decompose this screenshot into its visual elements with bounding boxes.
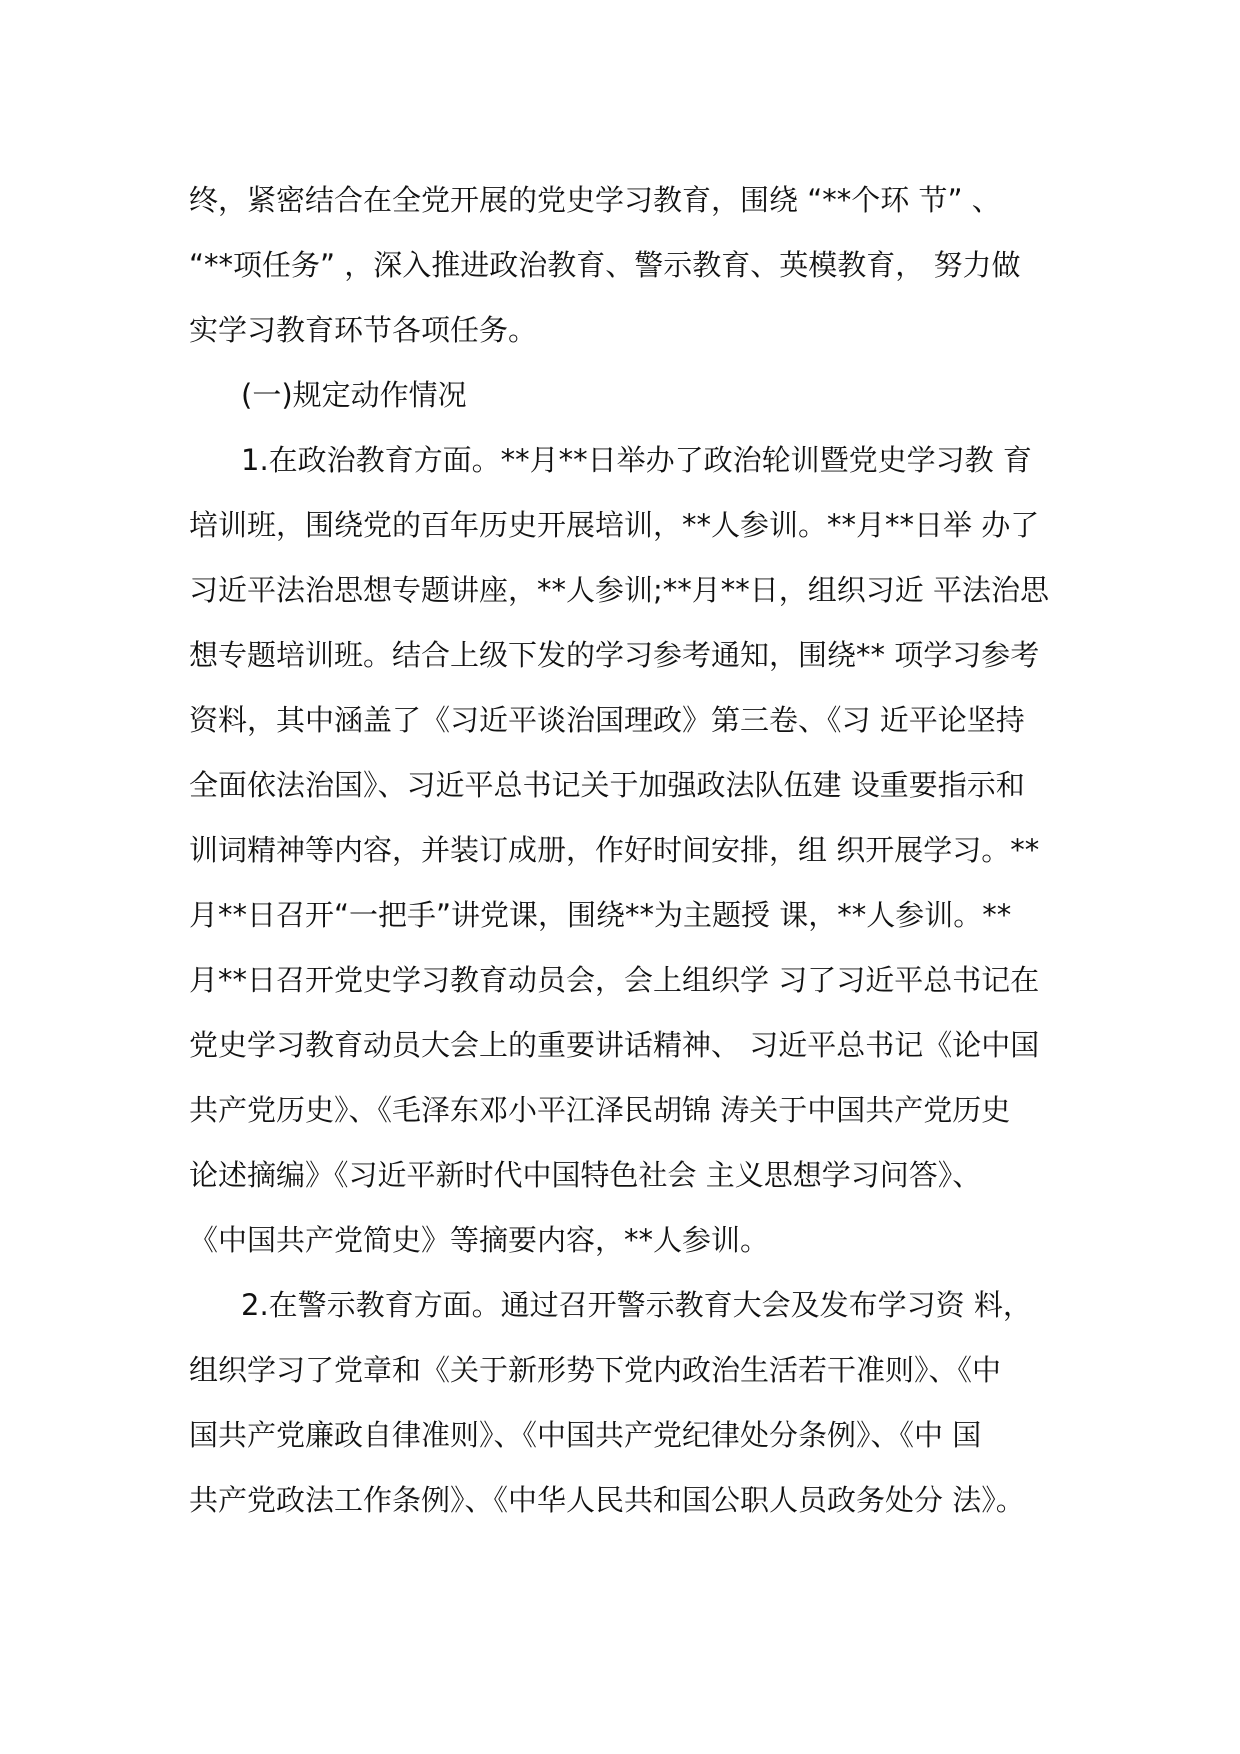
paragraph-line: 共产党政法工作条例》、《中华人民共和国公职人员政务处分 法》。 — [189, 1483, 1025, 1517]
paragraph-line: 训词精神等内容，并装订成册，作好时间安排，组 织开展学习。** — [189, 833, 1040, 867]
paragraph-line: 共产党历史》、《毛泽东邓小平江泽民胡锦 涛关于中国共产党历史 — [189, 1093, 1011, 1127]
paragraph-line: 论述摘编》《习近平新时代中国特色社会 主义思想学习问答》、 — [189, 1158, 982, 1192]
paragraph-line: 组织学习了党章和《关于新形势下党内政治生活若干准则》、《中 — [189, 1353, 1002, 1387]
paragraph-line: 习近平法治思想专题讲座，**人参训;**月**日，组织习近 平法治思 — [189, 573, 1049, 607]
paragraph-line: 资料，其中涵盖了《习近平谈治国理政》第三卷、《习 近平论坚持 — [189, 703, 1025, 737]
paragraph-line: 月**日召开“一把手”讲党课，围绕**为主题授 课，**人参训。** — [189, 898, 1012, 932]
section-heading: (一)规定动作情况 — [241, 378, 467, 412]
paragraph-line: 党史学习教育动员大会上的重要讲话精神、 习近平总书记《论中国 — [189, 1028, 1040, 1062]
paragraph-line: 《中国共产党简史》等摘要内容，**人参训。 — [189, 1223, 770, 1257]
paragraph-line: 全面依法治国》、习近平总书记关于加强政法队伍建 设重要指示和 — [189, 768, 1025, 802]
paragraph-line: 培训班，围绕党的百年历史开展培训，**人参训。**月**日举 办了 — [189, 508, 1040, 542]
paragraph-line: 1.在政治教育方面。**月**日举办了政治轮训暨党史学习教 育 — [241, 443, 1032, 477]
paragraph-line: 实学习教育环节各项任务。 — [189, 313, 538, 347]
paragraph-line: 2.在警示教育方面。通过召开警示教育大会及发布学习资 料， — [241, 1288, 1032, 1322]
paragraph-line: 月**日召开党史学习教育动员会，会上组织学 习了习近平总书记在 — [189, 963, 1040, 997]
document-body — [189, 168, 1069, 1533]
paragraph-line: 想专题培训班。结合上级下发的学习参考通知，围绕** 项学习参考 — [189, 638, 1040, 672]
paragraph-line: 终，紧密结合在全党开展的党史学习教育，围绕 “**个环 节” 、 — [189, 183, 1001, 217]
paragraph-line: 国共产党廉政自律准则》、《中国共产党纪律处分条例》、《中 国 — [189, 1418, 982, 1452]
paragraph-line: “**项任务” ，深入推进政治教育、警示教育、英模教育， 努力做 — [189, 248, 1021, 282]
